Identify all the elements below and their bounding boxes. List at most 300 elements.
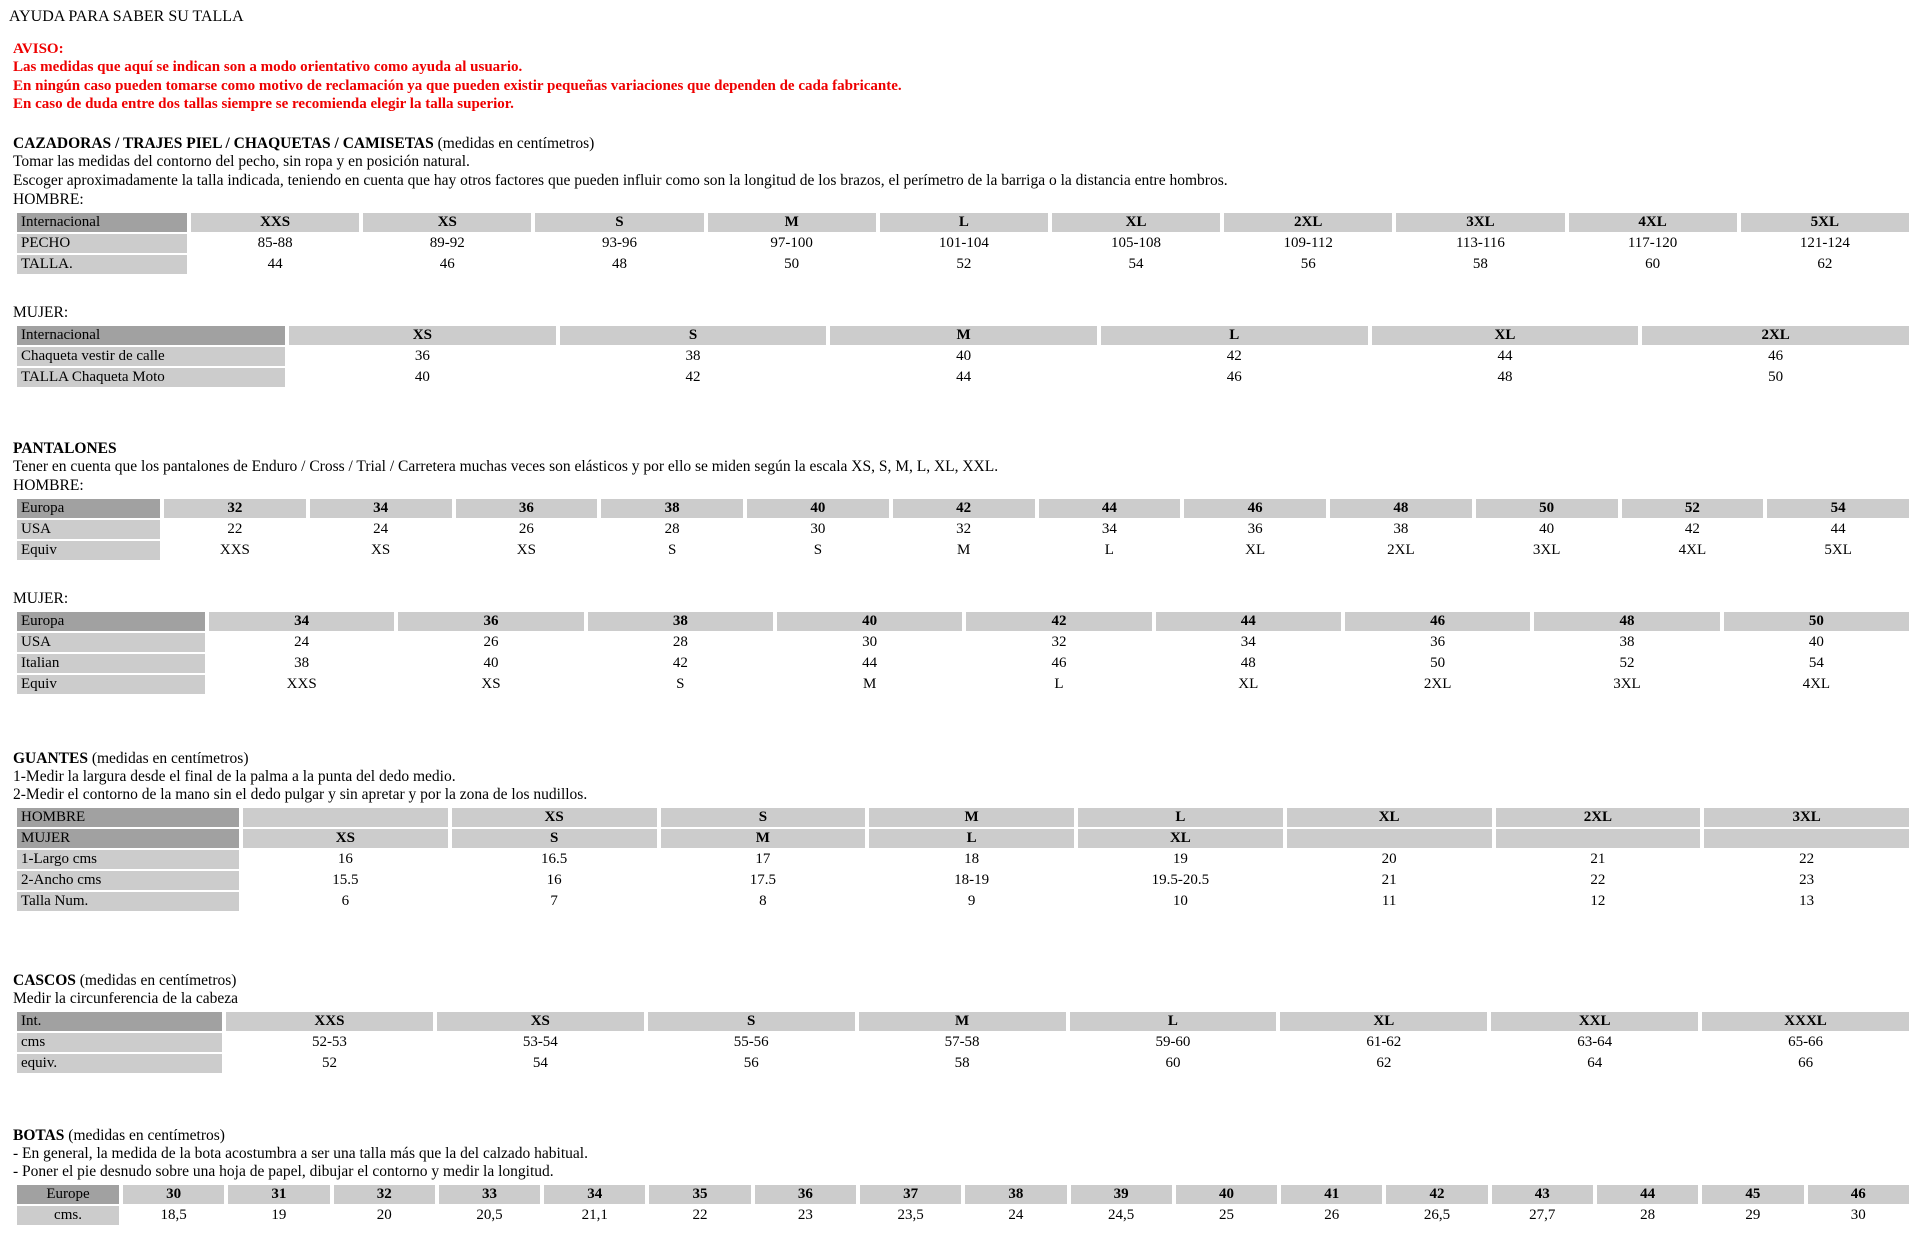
size-header-cell: L	[1078, 808, 1283, 827]
size-cell: 5XL	[1824, 542, 1852, 558]
size-cell: 27,7	[1529, 1207, 1556, 1223]
table-row	[17, 1054, 1909, 1073]
size-table	[13, 211, 1913, 276]
size-header-cell: 46	[1808, 1185, 1910, 1204]
section-note: Medir la circunferencia de la cabeza	[13, 990, 239, 1007]
size-cell: 40	[1808, 634, 1824, 650]
size-cell: 13	[1799, 893, 1815, 909]
size-cell: 30	[810, 521, 826, 537]
section-note: Escoger aproximadamente la talla indicada, teniendo en cuenta que hay otros factores que pueden influir como son la longitud de los brazos, el perímetro de la barriga o la distancia entre hombros.	[13, 172, 1228, 189]
size-header-cell: 44	[1039, 499, 1181, 518]
size-cell: 24	[373, 521, 389, 537]
size-header-cell: 44	[1156, 612, 1341, 631]
table-header-row	[17, 1185, 1909, 1204]
size-cell: 17	[755, 851, 771, 867]
size-cell: 22	[227, 521, 243, 537]
size-header-cell: M	[830, 326, 1097, 345]
size-cell: 44	[1497, 348, 1513, 364]
size-cell: 58	[954, 1055, 970, 1071]
size-cell: L	[1104, 542, 1114, 558]
row-label: cms.	[17, 1206, 119, 1225]
size-cell: 26	[1324, 1207, 1340, 1223]
size-header-cell: 35	[649, 1185, 750, 1204]
size-cell: 38	[1619, 634, 1635, 650]
size-header-cell: XL	[1078, 829, 1283, 848]
size-header-cell: 34	[310, 499, 452, 518]
size-cell: 32	[1051, 634, 1067, 650]
size-cell: 65-66	[1788, 1034, 1824, 1050]
size-cell: 30	[862, 634, 878, 650]
warning-line: Las medidas que aquí se indican son a modo orientativo como ayuda al usuario.	[13, 59, 523, 75]
size-cell: 38	[685, 348, 701, 364]
size-cell: 23,5	[897, 1207, 924, 1223]
table-row	[17, 368, 1909, 387]
section-note: 1-Medir la largura desde el final de la palma a la punta del dedo medio.	[13, 768, 456, 785]
size-cell: 8	[759, 893, 767, 909]
size-header-cell: 46	[1184, 499, 1326, 518]
size-header-cell: 42	[966, 612, 1151, 631]
row-label: Internacional	[17, 213, 187, 232]
row-label: Europe	[17, 1185, 119, 1204]
size-cell: 16	[546, 872, 562, 888]
row-label: PECHO	[17, 234, 187, 253]
size-cell: 36	[1247, 521, 1263, 537]
size-cell: 50	[784, 256, 800, 272]
section-heading-guantes	[13, 750, 248, 768]
size-header-cell: S	[648, 1012, 855, 1031]
size-cell: XS	[371, 542, 391, 558]
size-cell: 117-120	[1627, 235, 1678, 251]
warning-title: AVISO:	[13, 41, 64, 57]
row-label: equiv.	[17, 1054, 222, 1073]
size-header-cell: 3XL	[1704, 808, 1909, 827]
size-cell: 25	[1218, 1207, 1234, 1223]
size-cell: 97-100	[770, 235, 813, 251]
size-cell: 44	[956, 369, 972, 385]
size-header-cell: 36	[755, 1185, 856, 1204]
size-header-cell: 2XL	[1224, 213, 1392, 232]
size-header-cell: XS	[437, 1012, 644, 1031]
size-cell: 3XL	[1532, 542, 1561, 558]
section-heading-cazadoras	[13, 135, 594, 153]
size-cell: 12	[1590, 893, 1606, 909]
size-header-cell: 42	[1386, 1185, 1487, 1204]
size-cell: M	[862, 676, 877, 692]
size-header-cell: XS	[243, 829, 448, 848]
section-title: BOTAS	[13, 1127, 65, 1144]
table-row	[17, 892, 1909, 911]
size-cell: 10	[1172, 893, 1188, 909]
section-heading-cascos	[13, 972, 236, 990]
size-cell: 52	[1619, 655, 1635, 671]
size-header-cell: M	[869, 808, 1074, 827]
size-header-cell: 4XL	[1569, 213, 1737, 232]
size-cell: S	[676, 676, 685, 692]
size-cell: 26,5	[1423, 1207, 1451, 1223]
table-row	[17, 675, 1909, 694]
table-header-row	[17, 213, 1909, 232]
size-header-cell: 34	[209, 612, 394, 631]
size-header-cell	[1496, 829, 1701, 848]
size-cell: 19.5-20.5	[1151, 872, 1210, 888]
row-label: Italian	[17, 654, 205, 673]
size-cell: 62	[1817, 256, 1833, 272]
size-cell: 89-92	[429, 235, 465, 251]
size-cell: 40	[483, 655, 499, 671]
size-header-cell: 30	[123, 1185, 224, 1204]
size-cell: 2XL	[1423, 676, 1452, 692]
size-header-cell: S	[452, 829, 657, 848]
size-cell: 30	[1850, 1207, 1866, 1223]
size-header-cell: 38	[965, 1185, 1066, 1204]
size-cell: 60	[1645, 256, 1661, 272]
size-header-cell: 39	[1071, 1185, 1172, 1204]
table-row	[17, 347, 1909, 366]
size-cell: 54	[1128, 256, 1144, 272]
size-cell: 18	[964, 851, 980, 867]
row-label: USA	[17, 520, 160, 539]
row-label: 1-Largo cms	[17, 850, 239, 869]
size-cell: 3XL	[1613, 676, 1641, 692]
section-note: - En general, la medida de la bota acostumbra a ser una talla más que la del calzado habitual.	[13, 1145, 588, 1162]
size-cell: 9	[967, 893, 976, 909]
table-row	[17, 871, 1909, 890]
size-cell: 46	[1051, 655, 1067, 671]
size-cell: 93-96	[601, 235, 637, 251]
size-cell: 101-104	[938, 235, 989, 251]
size-table	[13, 610, 1913, 696]
size-header-cell: S	[560, 326, 827, 345]
size-cell: 54	[532, 1055, 548, 1071]
size-header-cell: M	[661, 829, 866, 848]
size-cell: 46	[1226, 369, 1242, 385]
size-cell: 34	[1101, 521, 1117, 537]
table-row	[17, 1033, 1909, 1052]
size-cell: 56	[1300, 256, 1316, 272]
size-cell: 4XL	[1802, 676, 1831, 692]
size-cell: 21,1	[581, 1207, 608, 1223]
size-cell: 28	[664, 521, 680, 537]
size-cell: 52	[321, 1055, 337, 1071]
size-header-cell: 50	[1724, 612, 1909, 631]
size-header-cell: 45	[1702, 1185, 1803, 1204]
size-cell: 60	[1165, 1055, 1181, 1071]
table-header-row	[17, 326, 1909, 345]
size-cell: 44	[1830, 521, 1846, 537]
size-cell: XXS	[286, 676, 317, 692]
size-cell: 23	[797, 1207, 813, 1223]
size-cell: 18-19	[954, 872, 990, 888]
size-header-cell: 42	[893, 499, 1035, 518]
size-cell: 28	[672, 634, 688, 650]
size-cell: XS	[516, 542, 536, 558]
size-header-cell: M	[708, 213, 876, 232]
size-header-cell: 54	[1767, 499, 1909, 518]
page-title: AYUDA PARA SABER SU TALLA	[9, 8, 244, 25]
table-header-row	[17, 499, 1909, 518]
size-header-cell: 43	[1492, 1185, 1593, 1204]
size-header-cell: 2XL	[1496, 808, 1701, 827]
size-cell: 121-124	[1799, 235, 1850, 251]
table-header-row	[17, 808, 1909, 827]
size-header-cell: XXS	[226, 1012, 433, 1031]
size-cell: 4XL	[1678, 542, 1707, 558]
size-cell: 46	[1768, 348, 1784, 364]
size-table	[13, 1183, 1913, 1227]
table-row	[17, 633, 1909, 652]
size-cell: 56	[743, 1055, 759, 1071]
size-cell: 42	[685, 369, 701, 385]
size-header-cell: 37	[860, 1185, 961, 1204]
size-header-cell	[1704, 829, 1909, 848]
table-row	[17, 850, 1909, 869]
size-cell: 38	[1393, 521, 1409, 537]
section-subtitle: (medidas en centímetros)	[68, 1127, 225, 1144]
size-cell: 48	[1497, 369, 1513, 385]
size-header-cell: 38	[601, 499, 743, 518]
size-cell: 17.5	[749, 872, 776, 888]
size-cell: 34	[1240, 634, 1256, 650]
size-header-cell: XL	[1052, 213, 1220, 232]
section-title: CAZADORAS / TRAJES PIEL / CHAQUETAS / CAMISETAS	[13, 135, 434, 152]
size-header-cell: 33	[439, 1185, 540, 1204]
row-label: TALLA Chaqueta Moto	[17, 368, 285, 387]
size-cell: 57-58	[944, 1034, 980, 1050]
size-header-cell: XXL	[1491, 1012, 1698, 1031]
row-label: Equiv	[17, 675, 205, 694]
size-cell: 28	[1640, 1207, 1656, 1223]
size-header-cell: L	[1070, 1012, 1277, 1031]
size-header-cell: 32	[164, 499, 306, 518]
table-row	[17, 234, 1909, 253]
size-header-cell: 40	[1176, 1185, 1277, 1204]
table-header-row	[17, 829, 1909, 848]
size-cell: 7	[550, 893, 558, 909]
size-cell: 16	[337, 851, 353, 867]
size-cell: 36	[414, 348, 430, 364]
row-label: 2-Ancho cms	[17, 871, 239, 890]
section-subtitle: (medidas en centímetros)	[91, 750, 249, 767]
section-title: PANTALONES	[13, 440, 117, 457]
size-table	[13, 806, 1913, 913]
size-cell: 42	[1684, 521, 1700, 537]
row-label: MUJER	[17, 829, 239, 848]
size-cell: 54	[1808, 655, 1824, 671]
size-cell: XS	[481, 676, 501, 692]
size-cell: 29	[1745, 1207, 1761, 1223]
section-title: CASCOS	[13, 972, 76, 989]
size-header-cell: 46	[1345, 612, 1530, 631]
size-cell: 53-54	[522, 1034, 558, 1050]
table-caption: HOMBRE:	[13, 191, 84, 208]
size-header-cell: XXXL	[1702, 1012, 1909, 1031]
size-cell: 19	[271, 1207, 287, 1223]
size-cell: 18,5	[160, 1207, 187, 1223]
size-header-cell	[243, 808, 448, 827]
section-note: - Poner el pie desnudo sobre una hoja de papel, dibujar el contorno y medir la longitud.	[13, 1163, 554, 1180]
size-cell: 22	[1799, 851, 1815, 867]
row-label: Talla Num.	[17, 892, 239, 911]
section-note: Tener en cuenta que los pantalones de Enduro / Cross / Trial / Carretera muchas veces son elásticos y por ello se miden según la escala XS, S, M, L, XL, XXL.	[13, 458, 999, 475]
size-table	[13, 1010, 1913, 1075]
size-cell: 44	[267, 256, 283, 272]
table-row	[17, 541, 1909, 560]
size-header-cell: XL	[1287, 808, 1492, 827]
size-cell: 19	[1172, 851, 1188, 867]
table-header-row	[17, 1012, 1909, 1031]
section-title: GUANTES	[13, 750, 88, 767]
size-table	[13, 497, 1913, 562]
size-cell: 2XL	[1387, 542, 1415, 558]
size-header-cell: 48	[1534, 612, 1719, 631]
row-label: Internacional	[17, 326, 285, 345]
size-cell: 21	[1381, 872, 1397, 888]
size-header-cell: S	[661, 808, 866, 827]
row-label: USA	[17, 633, 205, 652]
size-cell: 50	[1768, 369, 1784, 385]
section-note: Tomar las medidas del contorno del pecho, sin ropa y en posición natural.	[13, 153, 470, 170]
size-header-cell: 3XL	[1396, 213, 1564, 232]
section-subtitle: (medidas en centímetros)	[437, 135, 595, 152]
size-header-cell: 36	[456, 499, 598, 518]
size-cell: 24,5	[1108, 1207, 1135, 1223]
size-cell: 113-116	[1455, 235, 1505, 251]
row-label: Europa	[17, 499, 160, 518]
table-header-row	[17, 612, 1909, 631]
size-cell: 26	[518, 521, 534, 537]
size-cell: 24	[294, 634, 310, 650]
row-label: TALLA.	[17, 255, 187, 274]
size-cell: XL	[1238, 676, 1259, 692]
size-header-cell	[1287, 829, 1492, 848]
size-cell: 20	[376, 1207, 392, 1223]
size-cell: S	[813, 542, 823, 558]
size-cell: M	[956, 542, 971, 558]
size-header-cell: 31	[228, 1185, 329, 1204]
size-header-cell: L	[869, 829, 1074, 848]
table-caption: HOMBRE:	[13, 477, 84, 494]
size-cell: 11	[1381, 893, 1397, 909]
size-header-cell: 40	[777, 612, 962, 631]
size-header-cell: 40	[747, 499, 889, 518]
size-cell: 58	[1472, 256, 1488, 272]
size-cell: XXS	[219, 542, 250, 558]
size-header-cell: 32	[334, 1185, 435, 1204]
size-header-cell: 44	[1597, 1185, 1698, 1204]
size-cell: XL	[1245, 542, 1266, 558]
size-header-cell: S	[535, 213, 703, 232]
size-cell: 23	[1799, 872, 1815, 888]
size-cell: 46	[439, 256, 455, 272]
size-cell: L	[1054, 676, 1064, 692]
size-cell: 40	[956, 348, 972, 364]
table-row	[17, 520, 1909, 539]
size-cell: 66	[1798, 1055, 1814, 1071]
size-cell: 42	[672, 655, 688, 671]
size-header-cell: XS	[452, 808, 657, 827]
size-cell: 61-62	[1366, 1034, 1402, 1050]
row-label: cms	[17, 1033, 222, 1052]
table-row	[17, 1206, 1909, 1225]
table-caption: MUJER:	[13, 590, 69, 607]
size-cell: 21	[1590, 851, 1606, 867]
size-cell: 64	[1587, 1055, 1603, 1071]
size-table	[13, 324, 1913, 389]
size-header-cell: XL	[1372, 326, 1639, 345]
size-header-cell: XXS	[191, 213, 359, 232]
section-subtitle: (medidas en centímetros)	[79, 972, 237, 989]
size-cell: 50	[1430, 655, 1446, 671]
size-header-cell: XL	[1280, 1012, 1487, 1031]
size-header-cell: L	[1101, 326, 1368, 345]
table-row	[17, 255, 1909, 274]
size-cell: S	[667, 542, 677, 558]
size-cell: 32	[956, 521, 972, 537]
size-cell: 16.5	[541, 851, 568, 867]
warning-line: En ningún caso pueden tomarse como motivo de reclamación ya que pueden existir pequeñas variaciones que dependen de cada fabricante.	[13, 78, 902, 94]
size-cell: 62	[1376, 1055, 1392, 1071]
size-cell: 109-112	[1283, 235, 1333, 251]
size-header-cell: 38	[588, 612, 773, 631]
size-header-cell: 52	[1622, 499, 1764, 518]
row-label: HOMBRE	[17, 808, 239, 827]
table-row	[17, 654, 1909, 673]
size-cell: 15.5	[332, 872, 359, 888]
size-cell: 42	[1226, 348, 1242, 364]
size-cell: 59-60	[1155, 1034, 1191, 1050]
warning-line: En caso de duda entre dos tallas siempre se recomienda elegir la talla superior.	[13, 96, 514, 112]
section-heading-botas	[13, 1127, 225, 1145]
size-header-cell: 36	[398, 612, 583, 631]
size-cell: 52-53	[311, 1034, 347, 1050]
size-header-cell: XS	[289, 326, 556, 345]
size-cell: 48	[1240, 655, 1256, 671]
size-header-cell: 34	[544, 1185, 645, 1204]
row-label: Chaqueta vestir de calle	[17, 347, 285, 366]
size-cell: 105-108	[1111, 235, 1162, 251]
size-header-cell: 48	[1330, 499, 1472, 518]
size-cell: 36	[1430, 634, 1446, 650]
size-header-cell: XS	[363, 213, 531, 232]
row-label: Europa	[17, 612, 205, 631]
size-cell: 85-88	[257, 235, 293, 251]
size-cell: 22	[1590, 872, 1606, 888]
size-header-cell: 2XL	[1642, 326, 1909, 345]
size-cell: 24	[1008, 1207, 1024, 1223]
size-cell: 38	[294, 655, 310, 671]
table-caption: MUJER:	[13, 304, 69, 321]
size-cell: 20,5	[476, 1207, 503, 1223]
size-cell: 26	[483, 634, 499, 650]
section-note: 2-Medir el contorno de la mano sin el dedo pulgar y sin apretar y por la zona de los nudillos.	[13, 786, 588, 803]
size-cell: 63-64	[1577, 1034, 1613, 1050]
size-cell: 20	[1381, 851, 1397, 867]
size-cell: 44	[862, 655, 878, 671]
size-header-cell: L	[880, 213, 1048, 232]
size-cell: 52	[956, 256, 972, 272]
size-header-cell: 41	[1281, 1185, 1382, 1204]
size-cell: 22	[692, 1207, 708, 1223]
size-cell: 48	[611, 256, 627, 272]
size-cell: 6	[341, 893, 350, 909]
size-header-cell: 5XL	[1741, 213, 1909, 232]
size-header-cell: M	[859, 1012, 1066, 1031]
size-cell: 55-56	[733, 1034, 769, 1050]
row-label: Equiv	[17, 541, 160, 560]
size-header-cell: 50	[1476, 499, 1618, 518]
size-cell: 40	[1539, 521, 1555, 537]
row-label: Int.	[17, 1012, 222, 1031]
